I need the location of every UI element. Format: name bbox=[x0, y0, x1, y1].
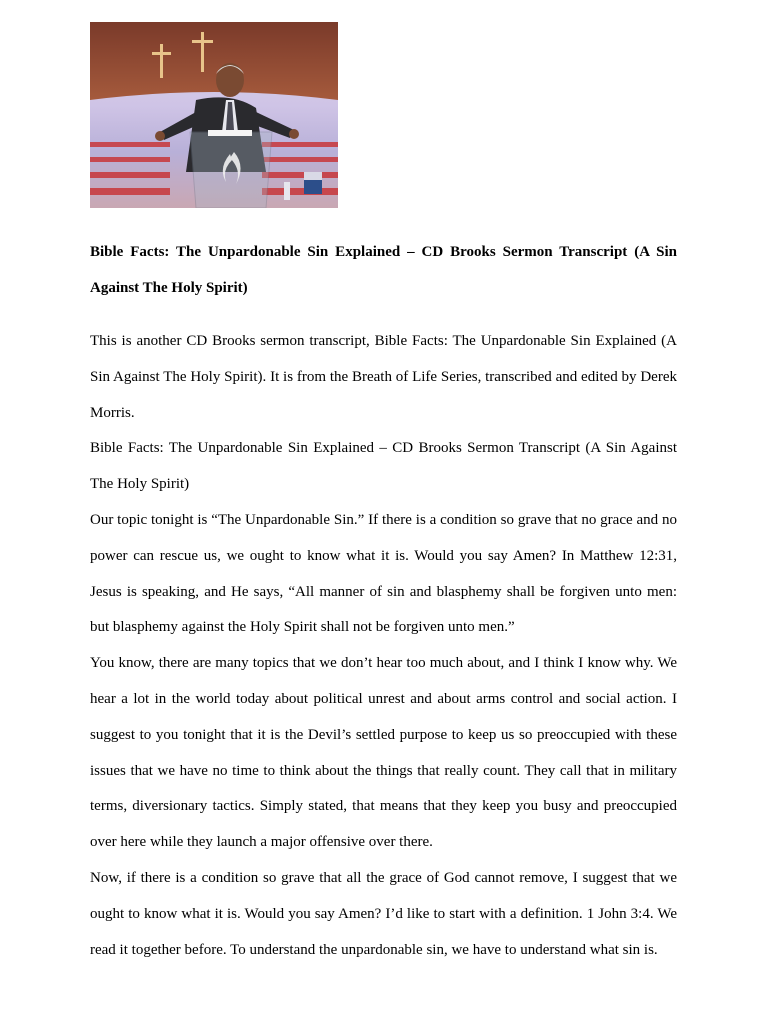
body-paragraph: Our topic tonight is “The Unpardonable Sin.” If there is a condition so grave that no grace and no power can rescue us, we ought to know what it is. Would you say Amen? In Matthew 12:31, Jesus is speaking, and He says, “All manner of sin and blasphemy shall be forgiven unto men: but blasphemy against the Holy Spirit shall not be forgiven unto men.” bbox=[90, 511, 677, 636]
body-paragraph: Now, if there is a condition so grave that all the grace of God cannot remove, I suggest that we ought to know what it is. Would you say Amen? I’d like to start with a definition. 1 John 3:4. We read it together before. To understand the unpardonable sin, we have to understand what sin is. bbox=[90, 869, 677, 958]
preacher-at-pulpit-photo bbox=[90, 22, 338, 208]
document-title: Bible Facts: The Unpardonable Sin Explained – CD Brooks Sermon Transcript (A Sin Against The Holy Spirit) bbox=[90, 244, 677, 296]
sermon-photo bbox=[90, 22, 338, 208]
intro-paragraph: This is another CD Brooks sermon transcript, Bible Facts: The Unpardonable Sin Explained (A Sin Against The Holy Spirit). It is from the Breath of Life Series, transcribed and edited by Derek Morris. bbox=[90, 333, 677, 421]
transcript-document bbox=[90, 234, 677, 968]
body-paragraph: You know, there are many topics that we don’t hear too much about, and I think I know why. We hear a lot in the world today about political unrest and about arms control and social action. I suggest to you tonight that it is the Devil’s settled purpose to keep us so preoccupied with these issues that we have no time to think about the things that really count. They call that in military terms, diversionary tactics. Simply stated, that means that they keep you busy and preoccupied over here while they launch a major offensive over there. bbox=[90, 655, 677, 851]
subtitle-paragraph: Bible Facts: The Unpardonable Sin Explained – CD Brooks Sermon Transcript (A Sin Against The Holy Spirit) bbox=[90, 440, 677, 493]
